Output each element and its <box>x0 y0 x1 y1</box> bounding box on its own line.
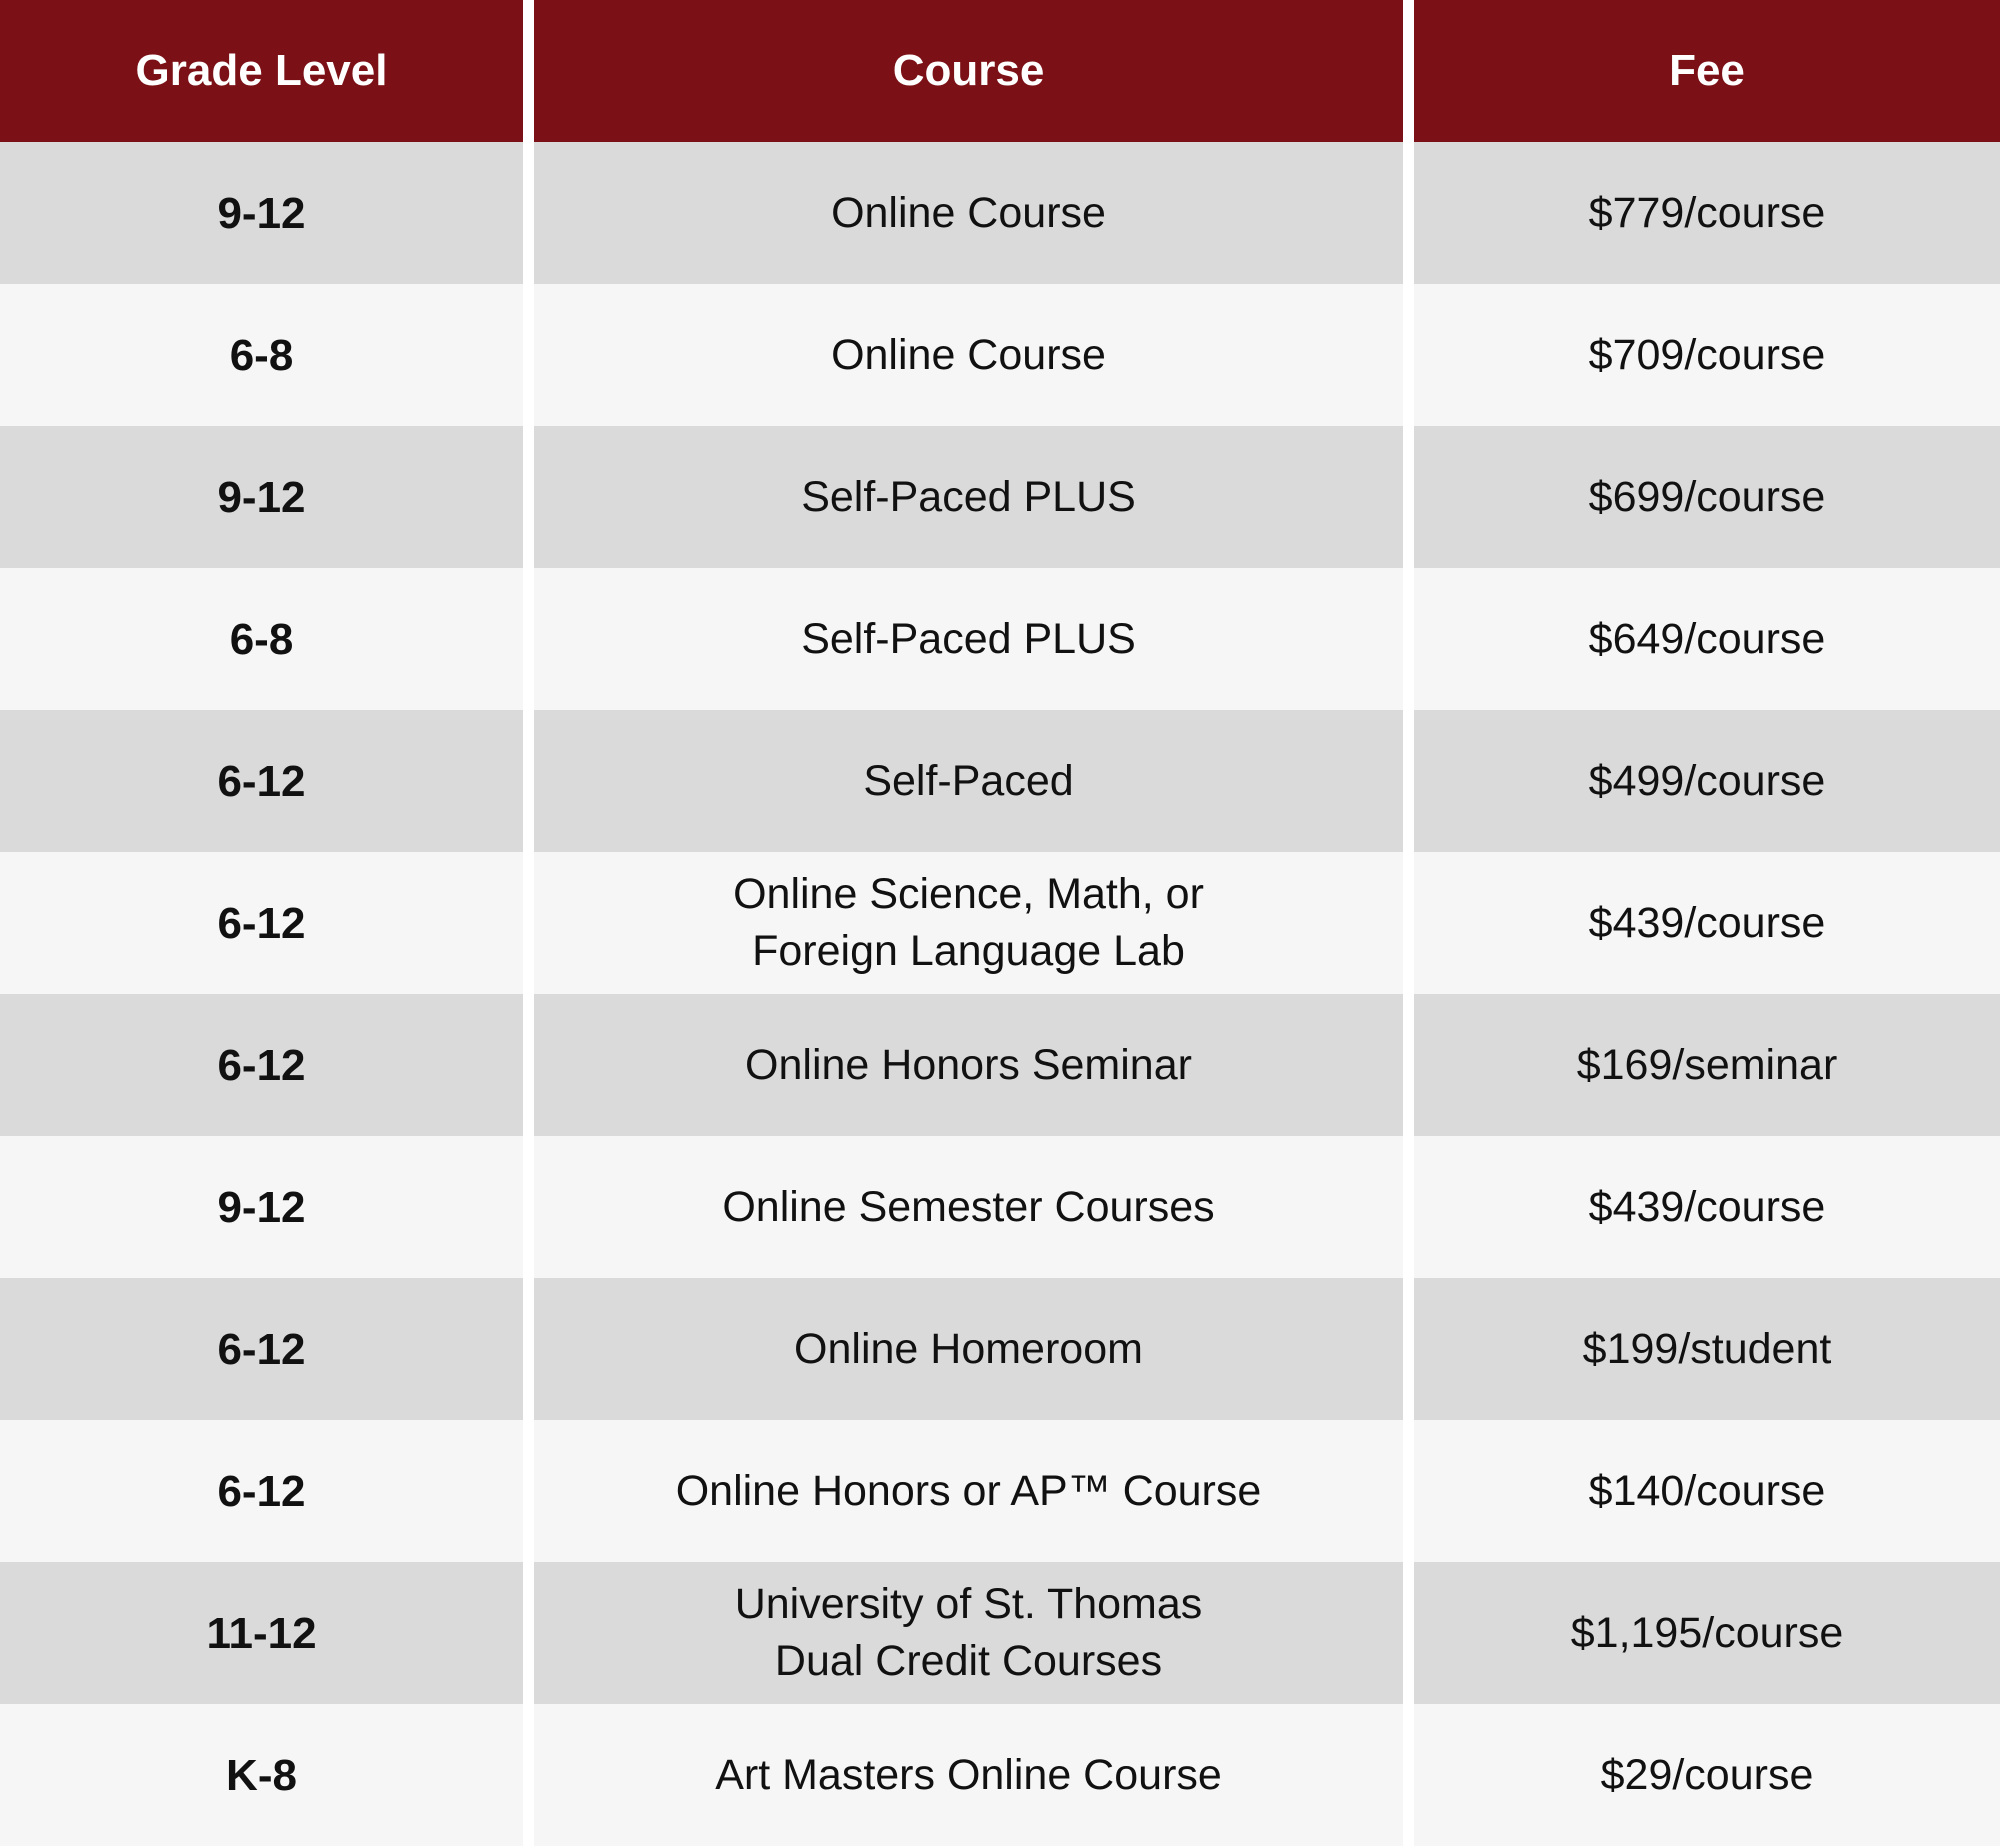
header-fee: Fee <box>1414 0 2000 142</box>
row-3-fee: $699/course <box>1414 426 2000 568</box>
row-10-fee: $140/course <box>1414 1420 2000 1562</box>
row-11-grade: 11-12 <box>0 1562 523 1704</box>
row-8-grade: 9-12 <box>0 1136 523 1278</box>
row-5-course: Self-Paced <box>534 710 1403 852</box>
row-11-fee: $1,195/course <box>1414 1562 2000 1704</box>
row-1-fee: $779/course <box>1414 142 2000 284</box>
row-10-course: Online Honors or AP™ Course <box>534 1420 1403 1562</box>
row-5-fee: $499/course <box>1414 710 2000 852</box>
row-5-grade: 6-12 <box>0 710 523 852</box>
row-4-course: Self-Paced PLUS <box>534 568 1403 710</box>
row-10-grade: 6-12 <box>0 1420 523 1562</box>
row-2-grade: 6-8 <box>0 284 523 426</box>
row-2-course: Online Course <box>534 284 1403 426</box>
row-11-course: University of St. Thomas Dual Credit Courses <box>534 1562 1403 1704</box>
row-12-course: Art Masters Online Course <box>534 1704 1403 1846</box>
row-2-fee: $709/course <box>1414 284 2000 426</box>
row-1-course: Online Course <box>534 142 1403 284</box>
row-4-grade: 6-8 <box>0 568 523 710</box>
row-6-grade: 6-12 <box>0 852 523 994</box>
header-grade-level: Grade Level <box>0 0 523 142</box>
row-8-fee: $439/course <box>1414 1136 2000 1278</box>
row-3-course: Self-Paced PLUS <box>534 426 1403 568</box>
row-12-fee: $29/course <box>1414 1704 2000 1846</box>
row-6-course: Online Science, Math, or Foreign Language Lab <box>534 852 1403 994</box>
row-1-grade: 9-12 <box>0 142 523 284</box>
row-9-course: Online Homeroom <box>534 1278 1403 1420</box>
row-3-grade: 9-12 <box>0 426 523 568</box>
row-4-fee: $649/course <box>1414 568 2000 710</box>
header-course: Course <box>534 0 1403 142</box>
row-7-course: Online Honors Seminar <box>534 994 1403 1136</box>
row-9-fee: $199/student <box>1414 1278 2000 1420</box>
row-9-grade: 6-12 <box>0 1278 523 1420</box>
row-6-fee: $439/course <box>1414 852 2000 994</box>
row-7-grade: 6-12 <box>0 994 523 1136</box>
row-7-fee: $169/seminar <box>1414 994 2000 1136</box>
row-8-course: Online Semester Courses <box>534 1136 1403 1278</box>
row-12-grade: K-8 <box>0 1704 523 1846</box>
